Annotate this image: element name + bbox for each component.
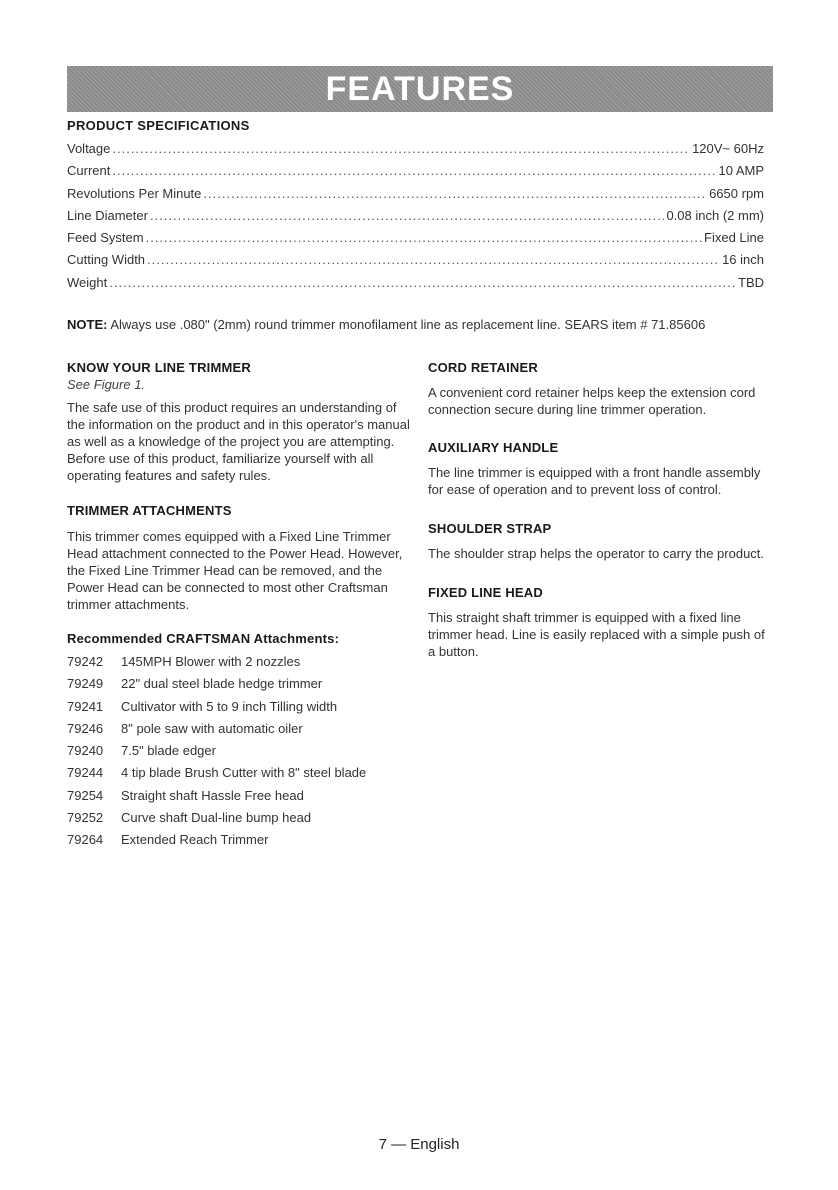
spec-label: Voltage — [67, 141, 111, 156]
attachment-code: 79242 — [67, 654, 104, 669]
spec-value: Fixed Line — [704, 230, 764, 246]
spec-label: Feed System — [67, 230, 144, 246]
figure-reference: See Figure 1. — [67, 377, 146, 392]
left-column — [67, 359, 412, 854]
spec-list — [67, 141, 764, 297]
replacement-line-note — [67, 317, 787, 332]
attachment-code: 79264 — [67, 832, 104, 848]
dot-leader — [112, 141, 690, 156]
attachment-desc: Straight shaft Hassle Free head — [121, 787, 304, 803]
attachments-heading: TRIMMER ATTACHMENTS — [67, 503, 232, 518]
attachment-desc: 22" dual steel blade hedge trimmer — [121, 676, 323, 692]
specs-heading: PRODUCT SPECIFICATIONS — [67, 118, 250, 133]
know-body: The safe use of this product requires an understanding of the information on the product and in this operator's manual as well as a knowledge of the project you are attempting. Before use of this product, familiarize yourself with all operating features and safety rules. — [67, 400, 410, 483]
dot-leader — [150, 208, 665, 223]
spec-row-voltage — [67, 141, 764, 163]
attachment-code: 79240 — [67, 743, 104, 759]
dot-leader — [203, 186, 707, 201]
attachment-desc: Cultivator with 5 to 9 inch Tilling width — [121, 698, 338, 714]
spec-value: 10 AMP — [718, 163, 764, 179]
list-item — [67, 787, 412, 809]
spec-row-line-diameter — [67, 208, 764, 230]
spec-label: Revolutions Per Minute — [67, 185, 202, 201]
spec-row-rpm — [67, 186, 764, 208]
spec-value: TBD — [738, 274, 764, 290]
attachment-code: 79244 — [67, 765, 104, 781]
spec-row-cutting-width — [67, 252, 764, 274]
list-item — [67, 831, 412, 853]
list-item — [67, 764, 412, 786]
aux-heading: AUXILIARY HANDLE — [428, 440, 559, 455]
features-banner — [67, 66, 773, 112]
page-title: FEATURES — [325, 69, 515, 108]
strap-body: The shoulder strap helps the operator to carry the product. — [428, 546, 765, 561]
right-column — [428, 359, 773, 660]
list-item — [67, 675, 412, 697]
fixed-body: This straight shaft trimmer is equipped with a fixed line trimmer head. Line is easily replaced with a simple push of a button. — [428, 610, 765, 659]
spec-label: Weight — [67, 274, 108, 290]
attachment-code: 79249 — [67, 676, 104, 692]
note-text: Always use .080" (2mm) round trimmer monofilament line as replacement line. SEARS item # 71.85606 — [110, 317, 706, 332]
attachment-desc: Extended Reach Trimmer — [121, 832, 269, 848]
attachment-code: 79246 — [67, 720, 104, 736]
attachment-desc: 145MPH Blower with 2 nozzles — [121, 654, 301, 669]
dot-leader — [109, 275, 736, 290]
fixed-heading: FIXED LINE HEAD — [428, 585, 543, 600]
list-item — [67, 742, 412, 764]
list-item — [67, 809, 412, 831]
cord-body: A convenient cord retainer helps keep the extension cord connection secure during line trimmer operation. — [428, 385, 756, 417]
dot-leader — [112, 163, 716, 178]
strap-heading: SHOULDER STRAP — [428, 521, 552, 536]
note-label: NOTE: — [67, 317, 108, 332]
dot-leader — [147, 252, 720, 267]
spec-label: Line Diameter — [67, 207, 148, 223]
attachment-code: 79254 — [67, 787, 104, 803]
list-item — [67, 720, 412, 742]
dot-leader — [146, 230, 702, 245]
attachment-code: 79241 — [67, 698, 104, 714]
page-footer: 7 — English — [378, 1136, 460, 1153]
spec-row-weight — [67, 275, 764, 297]
spec-label: Cutting Width — [67, 252, 146, 268]
attachment-code: 79252 — [67, 810, 104, 826]
attachment-list — [67, 653, 412, 854]
recommended-heading: Recommended CRAFTSMAN Attachments: — [67, 631, 340, 646]
aux-body: The line trimmer is equipped with a front handle assembly for ease of operation and to prevent loss of control. — [428, 465, 761, 497]
spec-row-current — [67, 163, 764, 185]
attachment-desc: Curve shaft Dual-line bump head — [121, 810, 312, 826]
attachment-desc: 4 tip blade Brush Cutter with 8" steel blade — [121, 765, 367, 781]
know-heading: KNOW YOUR LINE TRIMMER — [67, 360, 251, 375]
cord-heading: CORD RETAINER — [428, 360, 538, 375]
attachment-desc: 8" pole saw with automatic oiler — [121, 720, 303, 736]
attachments-body: This trimmer comes equipped with a Fixed Line Trimmer Head attachment connected to the Power Head. However, the Fixed Line Trimmer Head can be removed, and the Power Head can be connected to most other Craftsman trimmer attachments. — [67, 529, 403, 612]
spec-row-feed-system — [67, 230, 764, 252]
list-item — [67, 653, 412, 675]
spec-value: 16 inch — [722, 252, 764, 268]
spec-value: 0.08 inch (2 mm) — [666, 207, 764, 223]
list-item — [67, 698, 412, 720]
spec-value: 6650 rpm — [709, 185, 764, 201]
spec-value: 120V~ 60Hz — [692, 141, 764, 156]
attachment-desc: 7.5" blade edger — [121, 743, 216, 759]
spec-label: Current — [67, 163, 111, 179]
